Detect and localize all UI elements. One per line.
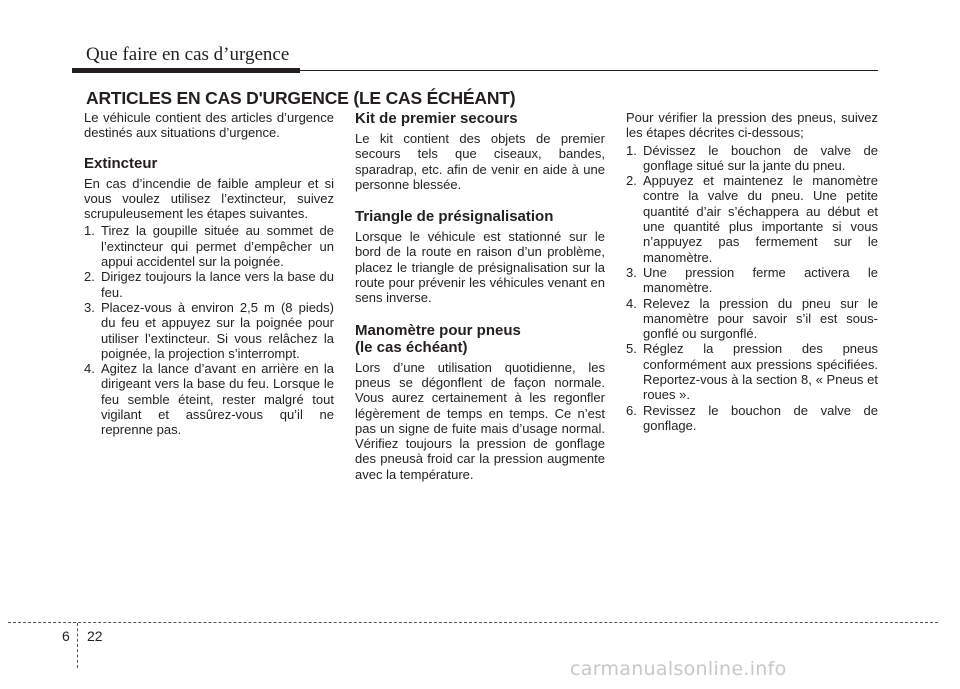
list-item: 2. Appuyez et maintenez le manomètre contre la valve du pneu. Une petite quantité d’air s’échappera au début et une quantité plus importante si vous n’appuyez pas fermement sur le manomètre. bbox=[626, 173, 878, 265]
pressure-intro-paragraph: Pour vérifier la pression des pneus, suivez les étapes décrites ci-dessous; bbox=[626, 110, 878, 141]
list-item: 4. Agitez la lance d’avant en arrière en la dirigeant vers la base du feu. Lorsque le feu semble éteint, rester malgré tout vigilant et assûrez-vous qu’il ne reprenne pas. bbox=[84, 361, 334, 438]
intro-paragraph: Le véhicule contient des articles d’urgence destinés aux situations d’urgence. bbox=[84, 110, 334, 141]
tire-gauge-paragraph: Lors d’une utilisation quotidienne, les pneus se dégonflent de façon normale. Vous aurez certainement à les regonfler légèrement de temps en temps. Ce n’est pas un signe de fuite mais d’usage normal. Vérifiez toujours la pression de gonflage des pneusà froid car la pression augmente avec la température. bbox=[355, 359, 605, 482]
section-heading: ARTICLES EN CAS D'URGENCE (LE CAS ÉCHÉANT) bbox=[86, 88, 516, 108]
warning-triangle-paragraph: Lorsque le véhicule est stationné sur le bord de la route en raison d’un problème, placez le triangle de présignalisation sur la route pour prévenir les véhicules venant en sens inverse. bbox=[355, 229, 605, 306]
warning-triangle-heading: Triangle de présignalisation bbox=[355, 208, 554, 226]
pressure-steps bbox=[626, 143, 878, 434]
tire-gauge-heading: Manomètre pour pneus (le cas échéant) bbox=[355, 321, 521, 356]
header-rule-thick bbox=[72, 68, 300, 73]
extinguisher-heading: Extincteur bbox=[84, 154, 158, 172]
footer-dashed-rule bbox=[8, 622, 938, 623]
column-right bbox=[626, 110, 878, 433]
list-item: 4. Relevez la pression du pneu sur le manomètre pour savoir s’il est sous-gonflé ou surgonflé. bbox=[626, 295, 878, 342]
list-item: 5. Réglez la pression des pneus conformément aux pressions spécifiées. Reportez-vous à la section 8, « Pneus et roues ». bbox=[626, 341, 878, 403]
list-item: 3. Placez-vous à environ 2,5 m (8 pieds) du feu et appuyez sur la poignée pour utiliser l’extincteur. Si vous relâchez la poignée, la projection s’interrompt. bbox=[84, 299, 334, 361]
first-aid-kit-heading: Kit de premier secours bbox=[355, 110, 518, 127]
running-header-title: Que faire en cas d’urgence bbox=[86, 44, 290, 65]
list-item: 1. Dévissez le bouchon de valve de gonflage situé sur la jante du pneu. bbox=[626, 142, 878, 173]
first-aid-kit-paragraph: Le kit contient des objets de premier secours tels que ciseaux, bandes, sparadrap, etc. afin de venir en aide à une personne blessée. bbox=[355, 131, 605, 192]
page-number: 22 bbox=[87, 628, 103, 644]
extinguisher-paragraph: En cas d’incendie de faible ampleur et si vous voulez utilisez l’extincteur, suivez scrupuleusement les étapes suivantes. bbox=[84, 175, 334, 222]
extinguisher-steps bbox=[84, 223, 334, 437]
column-left bbox=[84, 110, 334, 438]
watermark: carmanualsonline.info bbox=[570, 658, 787, 680]
list-item: 6. Revissez le bouchon de valve de gonflage. bbox=[626, 402, 878, 433]
list-item: 3. Une pression ferme activera le manomètre. bbox=[626, 264, 878, 296]
header-rule-thin bbox=[300, 70, 878, 71]
footer-page-divider bbox=[77, 623, 78, 668]
column-middle bbox=[355, 110, 605, 482]
chapter-number: 6 bbox=[62, 628, 70, 644]
list-item: 2. Dirigez toujours la lance vers la base du feu. bbox=[84, 269, 334, 300]
list-item: 1. Tirez la goupille située au sommet de l’extincteur qui permet d’empêcher un appui accidentel sur la poignée. bbox=[84, 223, 334, 270]
